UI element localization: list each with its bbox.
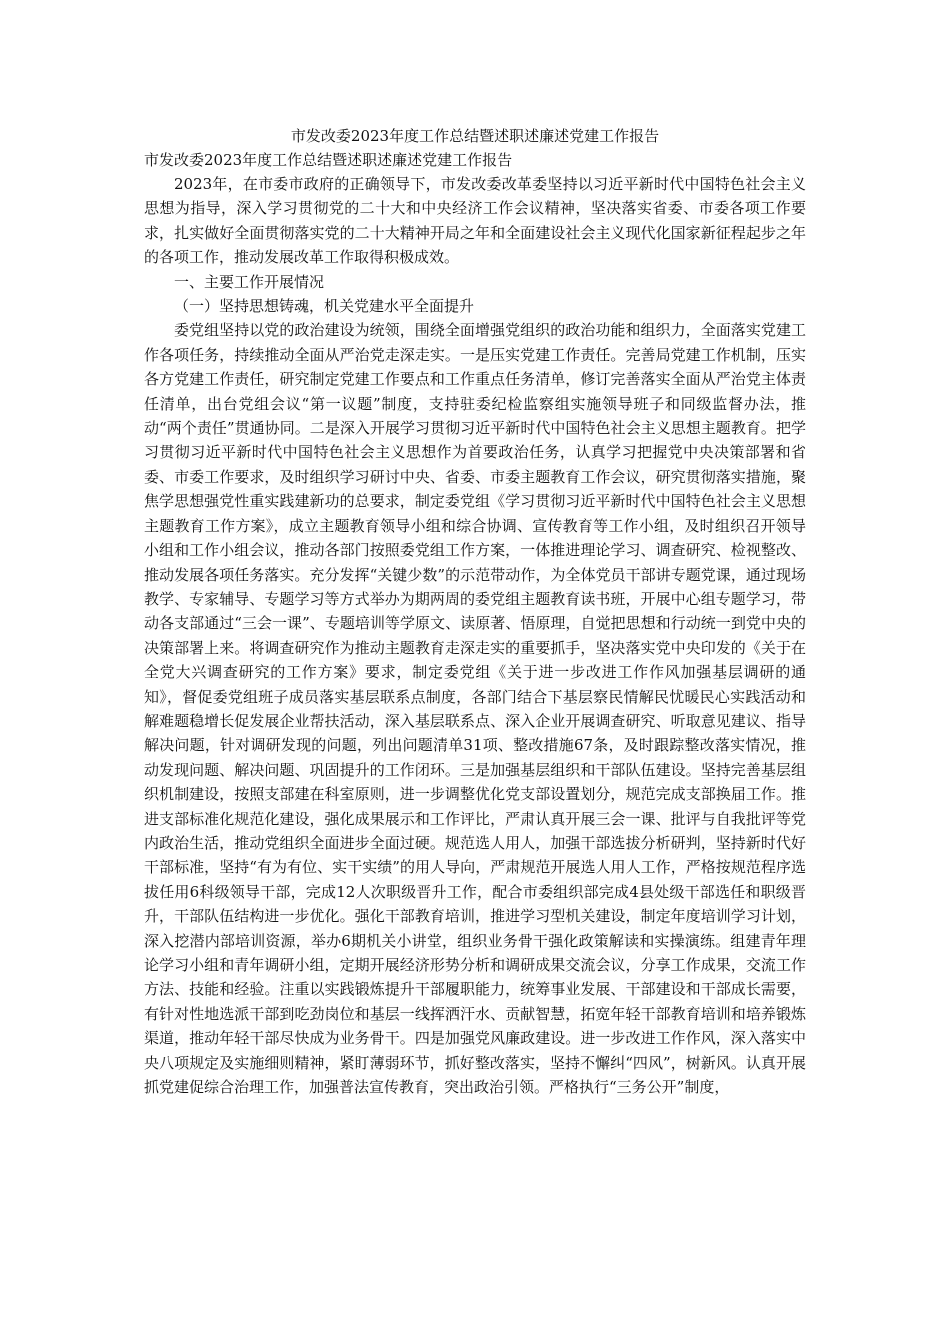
section-heading: 一、主要工作开展情况: [174, 272, 325, 291]
document-subtitle: 市发改委2023年度工作总结暨述职述廉述党建工作报告: [144, 151, 513, 169]
body-paragraph: 委党组坚持以党的政治建设为统领，围绕全面增强党组织的政治功能和组织力，全面落实党建工作各项任务，持续推动全面从严治党走深走实。一是压实党建工作责任。完善局党建工作机制，压实各方党建工作责任，研究制定党建工作要点和工作重点任务清单，修订完善落实全面从严治党主体责任清单，出台党组会议“第一议题”制度，支持驻委纪检监察组实施领导班子和同级监督办法，推动“两个责任”贯通协同。二是深入开展学习贯彻习近平新时代中国特色社会主义思想主题教育。把学习贯彻习近平新时代中国特色社会主义思想作为首要政治任务，认真学习把握党中央决策部署和省委、市委工作要求，及时组织学习研讨中央、省委、市委主题教育工作会议，研究贯彻落实措施，聚焦学思想强党性重实践建新功的总要求，制定委党组《学习贯彻习近平新时代中国特色社会主义思想主题教育工作方案》，成立主题教育领导小组和综合协调、宣传教育等工作小组，及时组织召开领导小组和工作小组会议，推动各部门按照委党组工作方案，一体推进理论学习、调查研究、检视整改、推动发展各项任务落实。充分发挥“关键少数”的示范带动作，为全体党员干部讲专题党课，通过现场教学、专家辅导、专题学习等方式举办为期两周的委党组主题教育读书班，开展中心组专题学习，带动各支部通过“三会一课”、专题培训等学原文、读原著、悟原理，自觉把思想和行动统一到党中央的决策部署上来。将调查研究作为推动主题教育走深走实的重要抓手，坚决落实党中央印发的《关于在全党大兴调查研究的工作方案》要求，制定委党组《关于进一步改进工作作风加强基层调研的通知》，督促委党组班子成员落实基层联系点制度，各部门结合下基层察民情解民忧暖民心实践活动和解难题稳增长促发展企业帮扶活动，深入基层联系点、深入企业开展调查研究、听取意见建议、指导解决问题，针对调研发现的问题，列出问题清单31项、整改措施67条，及时跟踪整改落实情况，推动发现问题、解决问题、巩固提升的工作闭环。三是加强基层组织和干部队伍建设。坚持完善基层组织机制建设，按照支部建在科室原则，进一步调整优化党支部设置划分，规范完成支部换届工作。推进支部标准化规范化建设，强化成果展示和工作评比，严肃认真开展三会一课、批评与自我批评等党内政治生活，推动党组织全面进步全面过硬。规范选人用人，加强干部选拔分析研判，坚持新时代好干部标准，坚持“有为有位、实干实绩”的用人导向，严肃规范开展选人用人工作，严格按规范程序选拔任用6科级领导干部，完成12人次职级晋升工作，配合市委组织部完成4县处级干部选任和职级晋升，干部队伍结构进一步优化。强化干部教育培训，推进学习型机关建设，制定年度培训学习计划，深入挖潜内部培训资源，举办6期机关小讲堂，组织业务骨干强化政策解读和实操演练。组建青年理论学习小组和青年调研小组，定期开展经济形势分析和调研成果交流会议，分享工作成果，交流工作方法、技能和经验。注重以实践锻炼提升干部履职能力，统筹事业发展、干部建设和干部成长需要，有针对性地选派干部到吃劲岗位和基层一线挥洒汗水、贡献智慧，拓宽年轻干部教育培训和培养锻炼渠道，推动年轻干部尽快成为业务骨干。四是加强党风廉政建设。进一步改进工作作风，深入落实中央八项规定及实施细则精神，紧盯薄弱环节，抓好整改落实，坚持不懈纠“四风”，树新风。认真开展抓党建促综合治理工作，加强普法宣传教育，突出政治引领。严格执行“三务公开”制度，: [144, 321, 806, 1097]
document-page: [144, 124, 806, 1099]
intro-paragraph: 2023年，在市委市政府的正确领导下，市发改委改革委坚持以习近平新时代中国特色社会主义思想为指导，深入学习贯彻党的二十大和中央经济工作会议精神，坚决落实省委、市委各项工作要求，扎实做好全面贯彻落实党的二十大精神开局之年和全面建设社会主义现代化国家新征程起步之年的各项工作，推动发展改革工作取得积极成效。: [144, 175, 806, 267]
document-title: 市发改委2023年度工作总结暨述职述廉述党建工作报告: [290, 127, 660, 145]
subsection-heading: （一）坚持思想铸魂，机关党建水平全面提升: [174, 297, 475, 316]
